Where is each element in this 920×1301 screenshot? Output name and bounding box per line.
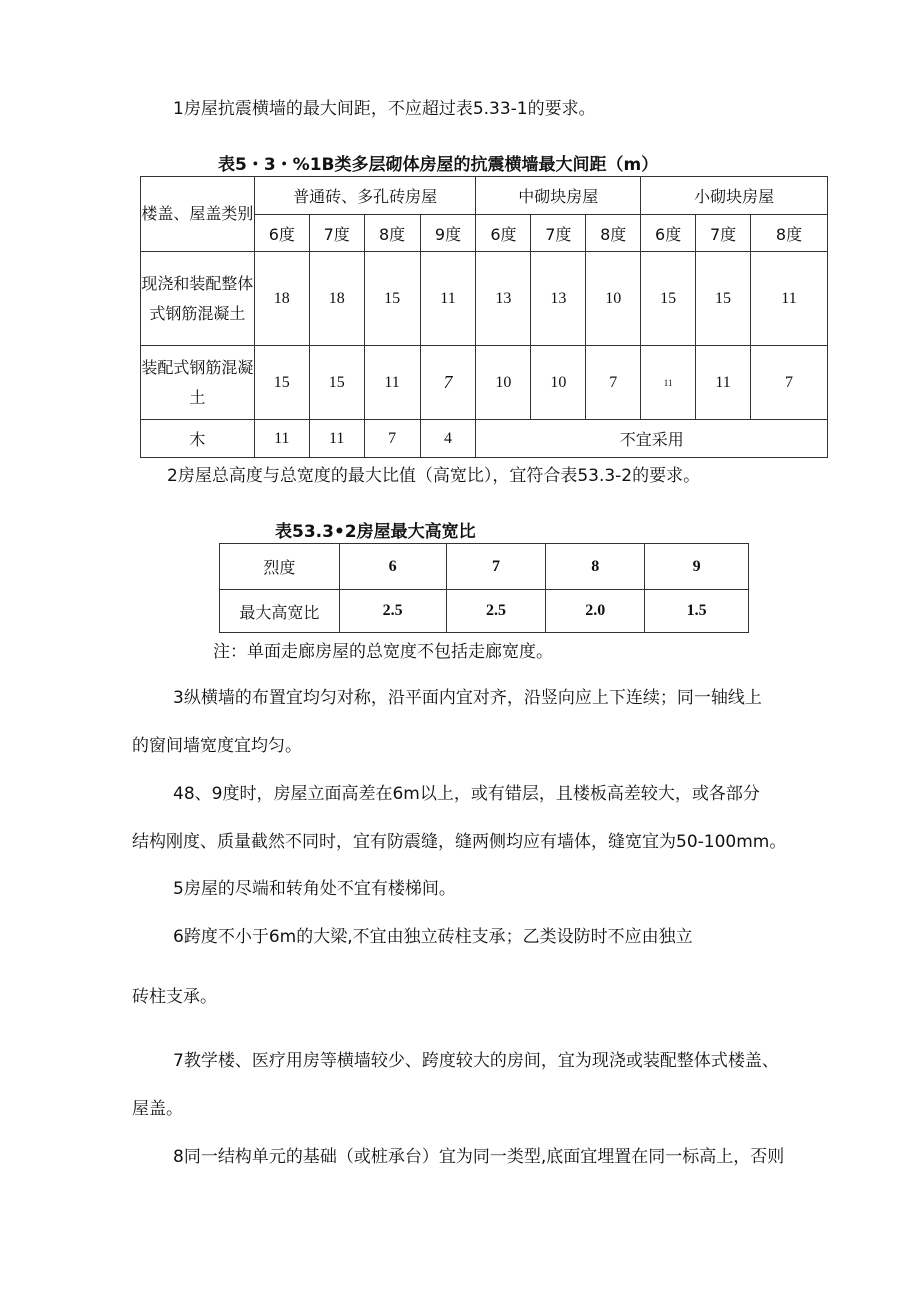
table-row [220,544,749,590]
corner-header: 楼盖、屋盖类别 [141,177,255,252]
degree-header: 8度 [586,215,641,252]
paragraph-3-line-1: 3纵横墙的布置宜均匀对称，沿平面内宜对齐，沿竖向应上下连续；同一轴线上 [173,688,762,708]
table-cell: 6 [339,544,446,590]
table-cell: 4 [420,420,476,458]
degree-header: 9度 [420,215,476,252]
table-cell: 11 [420,252,476,346]
table-row [141,346,828,420]
table-cell: 2.5 [446,590,546,633]
paragraph-4-line-1: 48、9度时，房屋立面高差在6m以上，或有错层，且楼板高差较大，或各部分 [173,784,760,804]
paragraph-7-line-1: 7教学楼、医疗用房等横墙较少、跨度较大的房间，宜为现浇或装配整体式楼盖、 [173,1051,779,1071]
table-cell: 1.5 [645,590,749,633]
table-cell: 7 [586,346,641,420]
table-cell: 8 [546,544,645,590]
table2-note: 注：单面走廊房屋的总宽度不包括走廊宽度。 [213,642,553,662]
table-cell: 18 [254,252,309,346]
degree-header: 7度 [696,215,751,252]
table-cell: 11 [309,420,364,458]
table-row [141,420,828,458]
row-label: 最大高宽比 [220,590,340,633]
table-cell: 15 [254,346,309,420]
row-label: 木 [141,420,255,458]
row-label: 烈度 [220,544,340,590]
row-label: 现浇和装配整体式钢筋混凝土 [141,252,255,346]
table1 [140,176,828,458]
paragraph-3-line-2: 的窗间墙宽度宜均匀。 [132,736,302,756]
table-cell: 18 [309,252,364,346]
paragraph-1: 1房屋抗震横墙的最大间距，不应超过表5.33-1的要求。 [173,99,596,119]
group-header: 普通砖、多孔砖房屋 [254,177,476,215]
table-cell: 10 [476,346,531,420]
table-cell: 13 [531,252,586,346]
table-cell: 15 [309,346,364,420]
table-row [220,590,749,633]
table-cell: 15 [364,252,420,346]
table-cell: 13 [476,252,531,346]
table-cell: 10 [586,252,641,346]
table-cell: 15 [696,252,751,346]
table-row [141,252,828,346]
table-cell: 11 [641,346,696,420]
table-cell: 2.0 [546,590,645,633]
table-cell: 11 [254,420,309,458]
not-applicable-cell: 不宜采用 [476,420,828,458]
degree-header: 6度 [641,215,696,252]
degree-header: 8度 [750,215,827,252]
table-cell: 15 [641,252,696,346]
table-cell: 7 [446,544,546,590]
degree-header: 8度 [364,215,420,252]
table-cell: 11 [364,346,420,420]
degree-header: 6度 [476,215,531,252]
table-cell: 7 [364,420,420,458]
table-cell: 9 [645,544,749,590]
row-label: 装配式钢筋混凝土 [141,346,255,420]
table-cell: 2.5 [339,590,446,633]
paragraph-4-line-2: 结构刚度、质量截然不同时，宜有防震缝，缝两侧均应有墙体，缝宽宜为50-100mm。 [132,832,787,852]
table-cell: 7 [420,346,476,420]
degree-header: 6度 [254,215,309,252]
paragraph-6-line-2: 砖柱支承。 [132,987,217,1007]
paragraph-6-line-1: 6跨度不小于6m的大梁,不宜由独立砖柱支承；乙类设防时不应由独立 [173,927,693,947]
table-cell: 10 [531,346,586,420]
table-cell: 11 [750,252,827,346]
table-cell: 7 [750,346,827,420]
paragraph-7-line-2: 屋盖。 [132,1099,183,1119]
paragraph-5: 5房屋的尽端和转角处不宜有楼梯间。 [173,879,456,899]
paragraph-8-line-1: 8同一结构单元的基础（或桩承台）宜为同一类型,底面宜埋置在同一标高上，否则 [173,1147,785,1167]
table1-caption: 表5・3・%1B类多层砌体房屋的抗震横墙最大间距（m） [218,155,659,175]
table2-caption: 表53.3•2房屋最大高宽比 [275,522,476,542]
group-header: 中砌块房屋 [476,177,641,215]
table-cell: 11 [696,346,751,420]
degree-header: 7度 [531,215,586,252]
degree-header: 7度 [309,215,364,252]
group-header: 小砌块房屋 [641,177,828,215]
paragraph-2: 2房屋总高度与总宽度的最大比值（高宽比），宜符合表53.3-2的要求。 [167,466,701,486]
table2 [219,543,749,633]
